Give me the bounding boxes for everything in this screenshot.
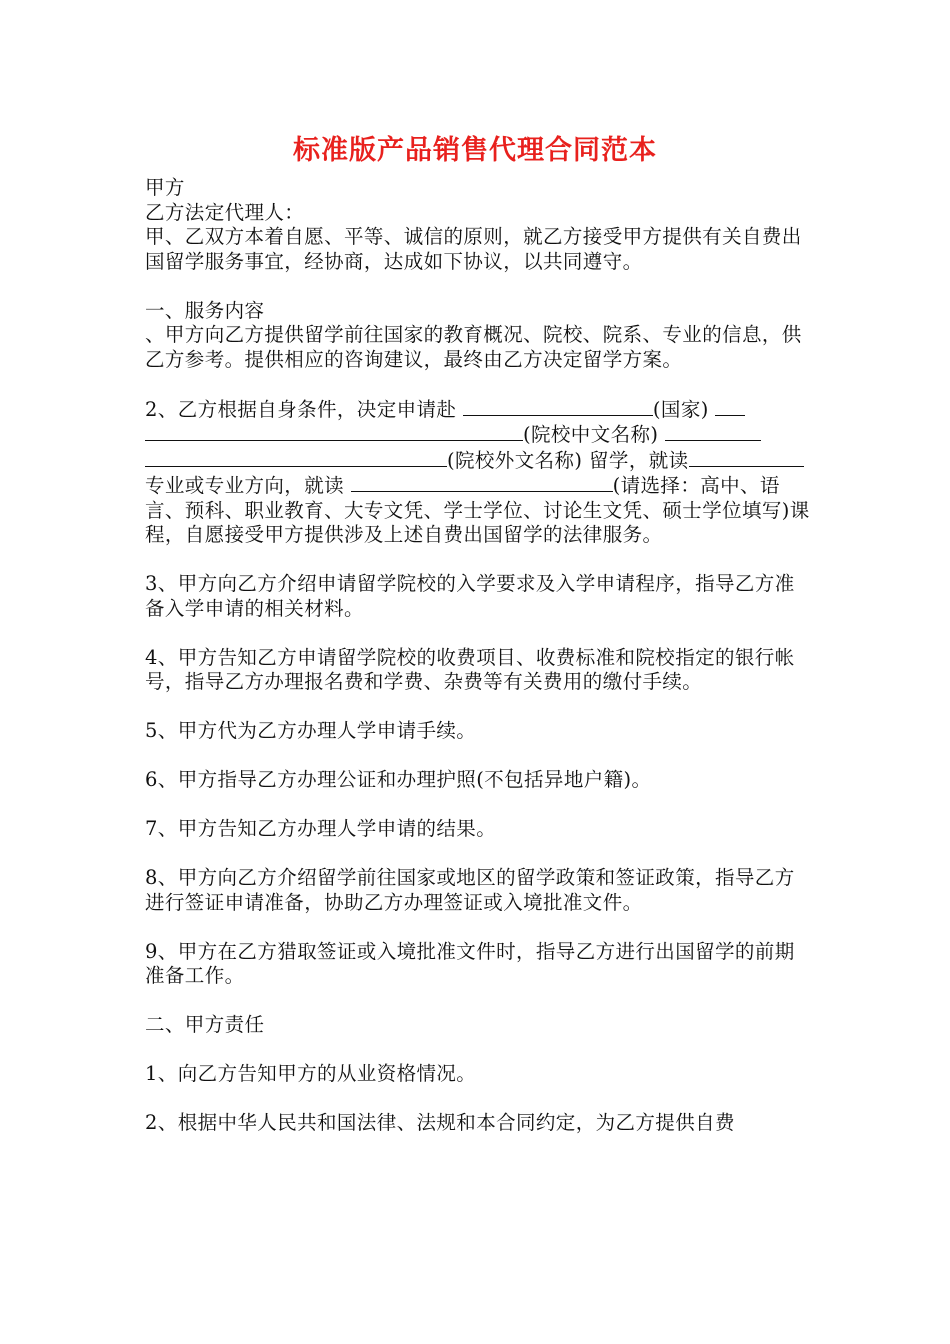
service-item-8: 8、甲方向乙方介绍留学前往国家或地区的留学政策和签证政策，指导乙方进行签证申请准备，协助乙方办理签证或入境批准文件。 — [145, 866, 795, 914]
spacer — [145, 1038, 810, 1063]
blank-course[interactable] — [351, 473, 613, 492]
item2-part-e: 专业或专业方向，就读 — [145, 474, 351, 497]
spacer — [145, 915, 810, 940]
spacer — [145, 793, 810, 818]
service-item-3: 3、甲方向乙方介绍申请留学院校的入学要求及入学申请程序，指导乙方准备入学申请的相关材料。 — [145, 572, 795, 620]
spacer — [145, 372, 810, 397]
party-b-agent-line: 乙方法定代理人： — [145, 200, 305, 224]
spacer — [145, 842, 810, 867]
blank-school-en-start[interactable] — [665, 422, 761, 441]
spacer — [145, 744, 810, 769]
spacer — [145, 548, 810, 573]
service-item-2 — [145, 397, 810, 548]
blank-school-cn[interactable] — [145, 422, 523, 441]
blank-school-cn-start[interactable] — [715, 397, 745, 416]
service-item-1: 、甲方向乙方提供留学前往国家的教育概况、院校、院系、专业的信息，供乙方参考。提供相应的咨询建议，最终由乙方决定留学方案。 — [145, 323, 802, 371]
section-heading-services: 一、服务内容 — [145, 298, 265, 322]
spacer — [145, 1087, 810, 1112]
service-item-7: 7、甲方告知乙方办理人学申请的结果。 — [145, 817, 497, 840]
item2-part-f: (请选择：高中、语言、预科、职业教育、大专文凭、学士学位、讨论生文凭、硕士学位填写)课程，自愿接受甲方提供涉及上述自费出国留学的法律服务。 — [145, 474, 810, 546]
duty-item-2: 2、根据中华人民共和国法律、法规和本合同约定，为乙方提供自费 — [145, 1111, 735, 1134]
spacer — [145, 695, 810, 720]
blank-major[interactable] — [752, 448, 804, 467]
service-item-6: 6、甲方指导乙方办理公证和办理护照(不包括异地户籍)。 — [145, 768, 652, 791]
blank-school-en[interactable] — [145, 448, 447, 467]
document-body — [145, 176, 810, 1136]
service-item-9: 9、甲方在乙方猎取签证或入境批准文件时，指导乙方进行出国留学的前期准备工作。 — [145, 939, 795, 987]
service-item-5: 5、甲方代为乙方办理人学申请手续。 — [145, 719, 477, 742]
section-heading-party-a-duties: 二、甲方责任 — [145, 1013, 265, 1036]
blank-major-start[interactable] — [689, 448, 752, 467]
spacer — [145, 274, 810, 299]
item2-part-b: (国家) — [652, 397, 716, 421]
blank-country[interactable] — [463, 397, 653, 416]
document-title: 标准版产品销售代理合同范本 — [293, 135, 657, 166]
service-item-4: 4、甲方告知乙方申请留学院校的收费项目、收费标准和院校指定的银行帐号，指导乙方办理报名费和学费、杂费等有关费用的缴付手续。 — [145, 645, 795, 693]
intro-paragraph: 甲、乙双方本着自愿、平等、诚信的原则，就乙方接受甲方提供有关自费出国留学服务事宜，经协商，达成如下协议，以共同遵守。 — [145, 225, 802, 273]
item2-part-c: (院校中文名称) — [523, 423, 666, 446]
spacer — [145, 621, 810, 646]
item2-part-d: (院校外文名称) 留学，就读 — [447, 448, 689, 472]
duty-item-1: 1、向乙方告知甲方的从业资格情况。 — [145, 1062, 477, 1085]
party-a-line: 甲方 — [145, 176, 185, 199]
item2-part-a: 2、乙方根据自身条件，决定申请赴 — [145, 397, 463, 421]
spacer — [145, 989, 810, 1014]
